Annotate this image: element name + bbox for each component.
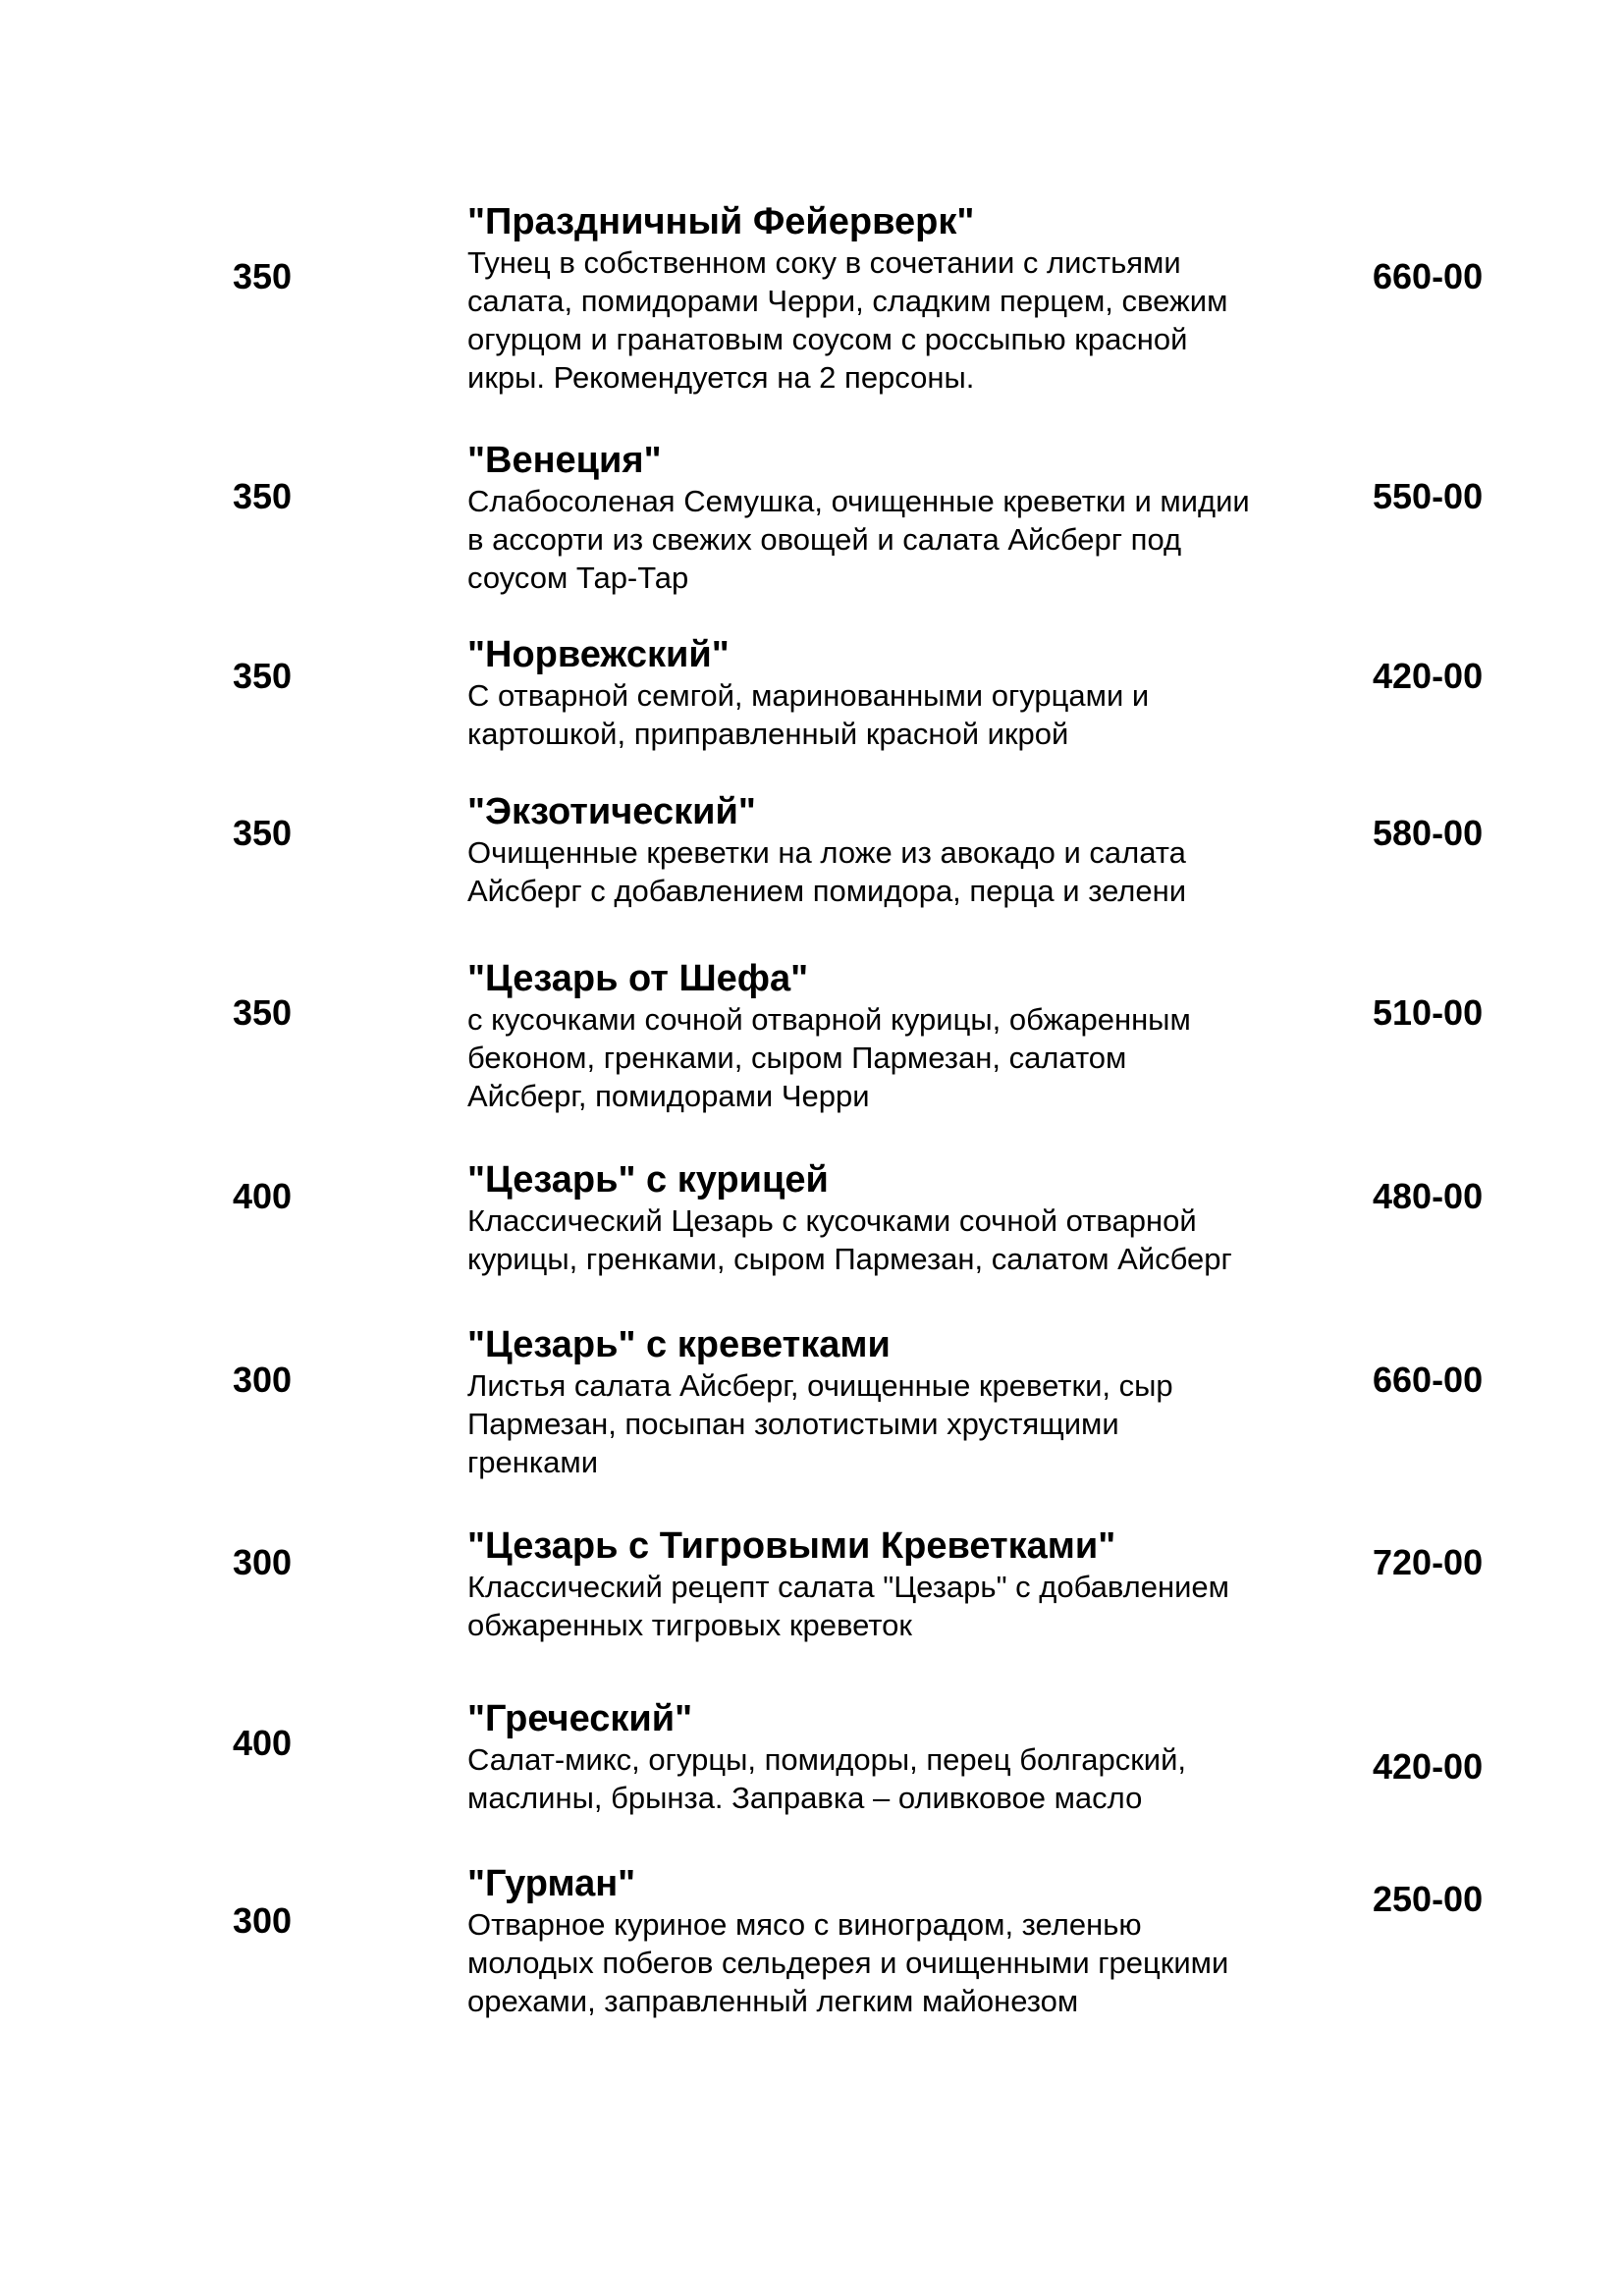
- item-description: [467, 1905, 1331, 2020]
- item-description: [467, 1568, 1331, 1644]
- item-price: 480-00: [1373, 1176, 1484, 1216]
- item-description: [467, 833, 1331, 910]
- item-title: "Цезарь" с курицей: [467, 1159, 829, 1201]
- item-weight: 350: [233, 656, 293, 696]
- item-price: 580-00: [1373, 813, 1484, 853]
- description-line: икры. Рекомендуется на 2 персоны.: [467, 360, 975, 395]
- item-weight: 400: [233, 1723, 293, 1763]
- description-line: С отварной семгой, маринованными огурцами и: [467, 678, 1150, 713]
- description-line: Айсберг с добавлением помидора, перца и зелени: [467, 874, 1187, 908]
- item-price: 420-00: [1373, 656, 1484, 696]
- item-body: [467, 957, 1331, 1115]
- description-line: Айсберг, помидорами Черри: [467, 1079, 870, 1113]
- description-line: маслины, брынза. Заправка – оливковое масло: [467, 1781, 1143, 1815]
- description-line: курицы, гренками, сыром Пармезан, салатом Айсберг: [467, 1242, 1232, 1276]
- item-body: [467, 1323, 1331, 1481]
- item-price: 250-00: [1373, 1879, 1484, 1919]
- item-title: "Греческий": [467, 1698, 693, 1739]
- description-line: с кусочками сочной отварной курицы, обжаренным: [467, 1002, 1191, 1037]
- item-title: "Гурман": [467, 1863, 636, 1904]
- item-weight: 300: [233, 1900, 293, 1941]
- description-line: Отварное куриное мясо с виноградом, зеленью: [467, 1907, 1142, 1942]
- description-line: салата, помидорами Черри, сладким перцем, свежим: [467, 284, 1228, 318]
- description-line: Листья салата Айсберг, очищенные креветки, сыр: [467, 1368, 1173, 1403]
- item-body: [467, 1524, 1331, 1644]
- description-line: огурцом и гранатовым соусом с россыпью красной: [467, 322, 1188, 356]
- item-price: 420-00: [1373, 1746, 1484, 1787]
- description-line: соусом Тар-Тар: [467, 561, 689, 595]
- item-body: [467, 633, 1331, 753]
- description-line: Классический рецепт салата "Цезарь" с добавлением: [467, 1570, 1229, 1604]
- item-weight: 400: [233, 1176, 293, 1216]
- item-description: [467, 1201, 1331, 1278]
- item-price: 660-00: [1373, 256, 1484, 296]
- item-body: [467, 1158, 1331, 1278]
- item-description: [467, 1740, 1331, 1817]
- item-title: "Экзотический": [467, 791, 756, 832]
- item-price: 660-00: [1373, 1360, 1484, 1400]
- item-title: "Цезарь с Тигровыми Креветками": [467, 1525, 1116, 1567]
- description-line: Салат-микс, огурцы, помидоры, перец болгарский,: [467, 1742, 1187, 1777]
- description-line: Очищенные креветки на ложе из авокадо и салата: [467, 835, 1186, 870]
- item-price: 550-00: [1373, 476, 1484, 516]
- item-price: 510-00: [1373, 992, 1484, 1033]
- description-line: обжаренных тигровых креветок: [467, 1608, 912, 1642]
- item-body: [467, 790, 1331, 910]
- description-line: молодых побегов сельдерея и очищенными грецкими: [467, 1946, 1229, 1980]
- item-weight: 350: [233, 813, 293, 853]
- item-weight: 300: [233, 1360, 293, 1400]
- item-description: [467, 676, 1331, 753]
- item-description: [467, 482, 1331, 597]
- description-line: в ассорти из свежих овощей и салата Айсберг под: [467, 522, 1182, 557]
- item-price: 720-00: [1373, 1542, 1484, 1582]
- description-line: орехами, заправленный легким майонезом: [467, 1984, 1079, 2018]
- item-body: [467, 439, 1331, 597]
- item-weight: 350: [233, 476, 293, 516]
- item-weight: 350: [233, 256, 293, 296]
- item-description: [467, 1000, 1331, 1115]
- item-title: "Цезарь от Шефа": [467, 958, 809, 999]
- description-line: картошкой, приправленный красной икрой: [467, 717, 1069, 751]
- item-weight: 300: [233, 1542, 293, 1582]
- item-title: "Венеция": [467, 440, 662, 481]
- item-body: [467, 200, 1331, 397]
- description-line: гренками: [467, 1445, 599, 1479]
- description-line: Тунец в собственном соку в сочетании с листьями: [467, 245, 1181, 280]
- item-description: [467, 243, 1331, 397]
- description-line: Слабосоленая Семушка, очищенные креветки и мидии: [467, 484, 1250, 518]
- description-line: Пармезан, посыпан золотистыми хрустящими: [467, 1407, 1119, 1441]
- item-title: "Праздничный Фейерверк": [467, 201, 975, 242]
- item-weight: 350: [233, 992, 293, 1033]
- description-line: Классический Цезарь с кусочками сочной отварной: [467, 1203, 1197, 1238]
- item-title: "Цезарь" с креветками: [467, 1324, 891, 1365]
- item-body: [467, 1697, 1331, 1817]
- item-body: [467, 1862, 1331, 2020]
- item-title: "Норвежский": [467, 634, 730, 675]
- description-line: беконом, гренками, сыром Пармезан, салатом: [467, 1041, 1127, 1075]
- item-description: [467, 1366, 1331, 1481]
